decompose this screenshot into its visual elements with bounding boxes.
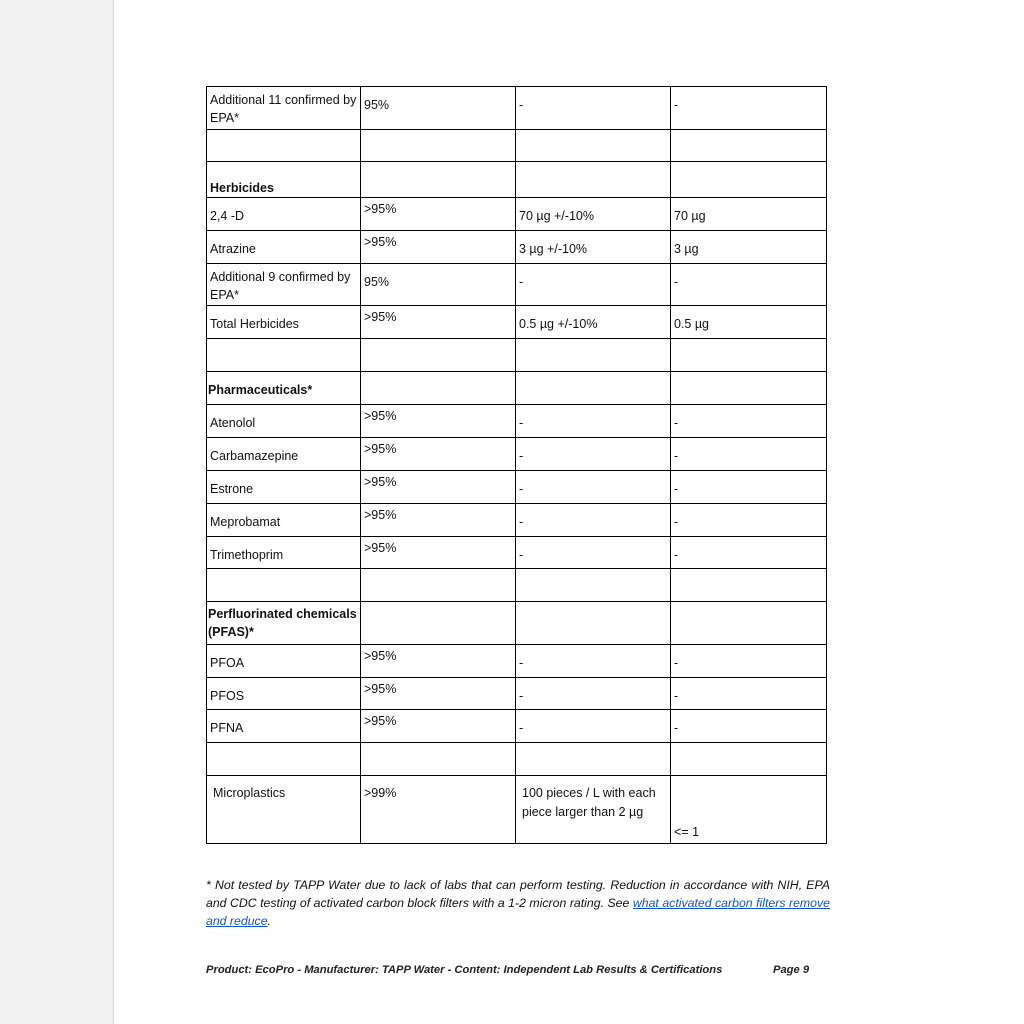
max-value: - — [671, 537, 827, 569]
reduction-value: >95% — [361, 678, 516, 710]
reduction-value — [361, 602, 516, 645]
table-row — [207, 710, 827, 743]
influent-value — [516, 130, 671, 162]
contaminant-name: Atrazine — [207, 231, 361, 264]
influent-value: - — [516, 678, 671, 710]
max-value: 0.5 µg — [671, 306, 827, 339]
table-row — [207, 372, 827, 405]
influent-value — [516, 602, 671, 645]
reduction-value — [361, 162, 516, 198]
reduction-value: >95% — [361, 710, 516, 743]
reduction-value: >95% — [361, 306, 516, 339]
contaminant-name — [207, 339, 361, 372]
reduction-value — [361, 339, 516, 372]
influent-value: 3 µg +/-10% — [516, 231, 671, 264]
reduction-value: >95% — [361, 537, 516, 569]
contaminant-name: Trimethoprim — [207, 537, 361, 569]
influent-value — [516, 569, 671, 602]
reduction-value — [361, 743, 516, 776]
table-row — [207, 569, 827, 602]
influent-value: - — [516, 645, 671, 678]
influent-value: - — [516, 87, 671, 130]
reduction-value: >95% — [361, 231, 516, 264]
max-value: - — [671, 87, 827, 130]
max-value — [671, 743, 827, 776]
contaminant-name: PFNA — [207, 710, 361, 743]
max-value: - — [671, 405, 827, 438]
contaminant-table — [206, 86, 827, 844]
max-value: - — [671, 264, 827, 306]
section-heading-pharmaceuticals: Pharmaceuticals* — [207, 372, 361, 405]
max-value: - — [671, 471, 827, 504]
table-row — [207, 743, 827, 776]
max-value — [671, 372, 827, 405]
table-row — [207, 87, 827, 130]
max-value — [671, 339, 827, 372]
table-row — [207, 231, 827, 264]
table-row — [207, 339, 827, 372]
influent-value: - — [516, 471, 671, 504]
max-value: - — [671, 438, 827, 471]
influent-value — [516, 162, 671, 198]
table-row — [207, 471, 827, 504]
table-row — [207, 162, 827, 198]
section-heading-herbicides: Herbicides — [207, 162, 361, 198]
max-value: - — [671, 645, 827, 678]
reduction-value — [361, 372, 516, 405]
table-row — [207, 306, 827, 339]
contaminant-name — [207, 743, 361, 776]
footnote-text: * Not tested by TAPP Water due to lack of labs that can perform testing. Reduction in accordance with NIH, EPA and CDC testing of activated carbon block filters with a 1-2 micron rating. See — [206, 878, 830, 910]
table-row — [207, 645, 827, 678]
max-value: 70 µg — [671, 198, 827, 231]
table-row — [207, 602, 827, 645]
influent-value: - — [516, 405, 671, 438]
max-value — [671, 130, 827, 162]
table-row — [207, 504, 827, 537]
reduction-value: >95% — [361, 438, 516, 471]
table-row — [207, 264, 827, 306]
max-value — [671, 602, 827, 645]
influent-value: - — [516, 537, 671, 569]
influent-value — [516, 339, 671, 372]
reduction-value: >99% — [361, 776, 516, 844]
max-value — [671, 162, 827, 198]
footer-text: Product: EcoPro - Manufacturer: TAPP Water - Content: Independent Lab Results & Certifications — [206, 964, 723, 976]
contaminant-name: Additional 9 confirmed by EPA* — [207, 264, 361, 306]
table-row — [207, 776, 827, 844]
contaminant-name: Microplastics — [207, 776, 361, 844]
page-footer — [206, 964, 826, 976]
max-value: 3 µg — [671, 231, 827, 264]
activated-carbon-link[interactable]: what activated carbon filters remove and reduce — [206, 896, 830, 928]
contaminant-name: PFOA — [207, 645, 361, 678]
contaminant-name: Carbamazepine — [207, 438, 361, 471]
max-value: - — [671, 678, 827, 710]
influent-value: 100 pieces / L with each piece larger than 2 µg — [516, 776, 671, 844]
table-row — [207, 678, 827, 710]
contaminant-name: Atenolol — [207, 405, 361, 438]
contaminant-name: Estrone — [207, 471, 361, 504]
max-value — [671, 569, 827, 602]
reduction-value: >95% — [361, 471, 516, 504]
max-value: <= 1 — [671, 776, 827, 844]
table-row — [207, 405, 827, 438]
contaminant-name: Meprobamat — [207, 504, 361, 537]
influent-value — [516, 372, 671, 405]
reduction-value: >95% — [361, 405, 516, 438]
footnote-end: . — [267, 914, 271, 928]
max-value: - — [671, 710, 827, 743]
table-row — [207, 537, 827, 569]
reduction-value — [361, 569, 516, 602]
table-row — [207, 198, 827, 231]
contaminant-name — [207, 130, 361, 162]
influent-value: 0.5 µg +/-10% — [516, 306, 671, 339]
page-number: Page 9 — [773, 964, 810, 976]
influent-value: - — [516, 264, 671, 306]
influent-value: 70 µg +/-10% — [516, 198, 671, 231]
influent-value: - — [516, 504, 671, 537]
influent-value: - — [516, 710, 671, 743]
reduction-value: 95% — [361, 264, 516, 306]
influent-value: - — [516, 438, 671, 471]
contaminant-name: 2,4 -D — [207, 198, 361, 231]
reduction-value: >95% — [361, 504, 516, 537]
max-value: - — [671, 504, 827, 537]
contaminant-name: Total Herbicides — [207, 306, 361, 339]
reduction-value — [361, 130, 516, 162]
contaminant-name — [207, 569, 361, 602]
reduction-value: >95% — [361, 645, 516, 678]
section-heading-pfas: Perfluorinated chemicals (PFAS)* — [207, 602, 361, 645]
contaminant-name: PFOS — [207, 678, 361, 710]
contaminant-name: Additional 11 confirmed by EPA* — [207, 87, 361, 130]
reduction-value: >95% — [361, 198, 516, 231]
table-row — [207, 438, 827, 471]
footnote — [206, 876, 830, 930]
influent-value — [516, 743, 671, 776]
reduction-value: 95% — [361, 87, 516, 130]
table-row — [207, 130, 827, 162]
